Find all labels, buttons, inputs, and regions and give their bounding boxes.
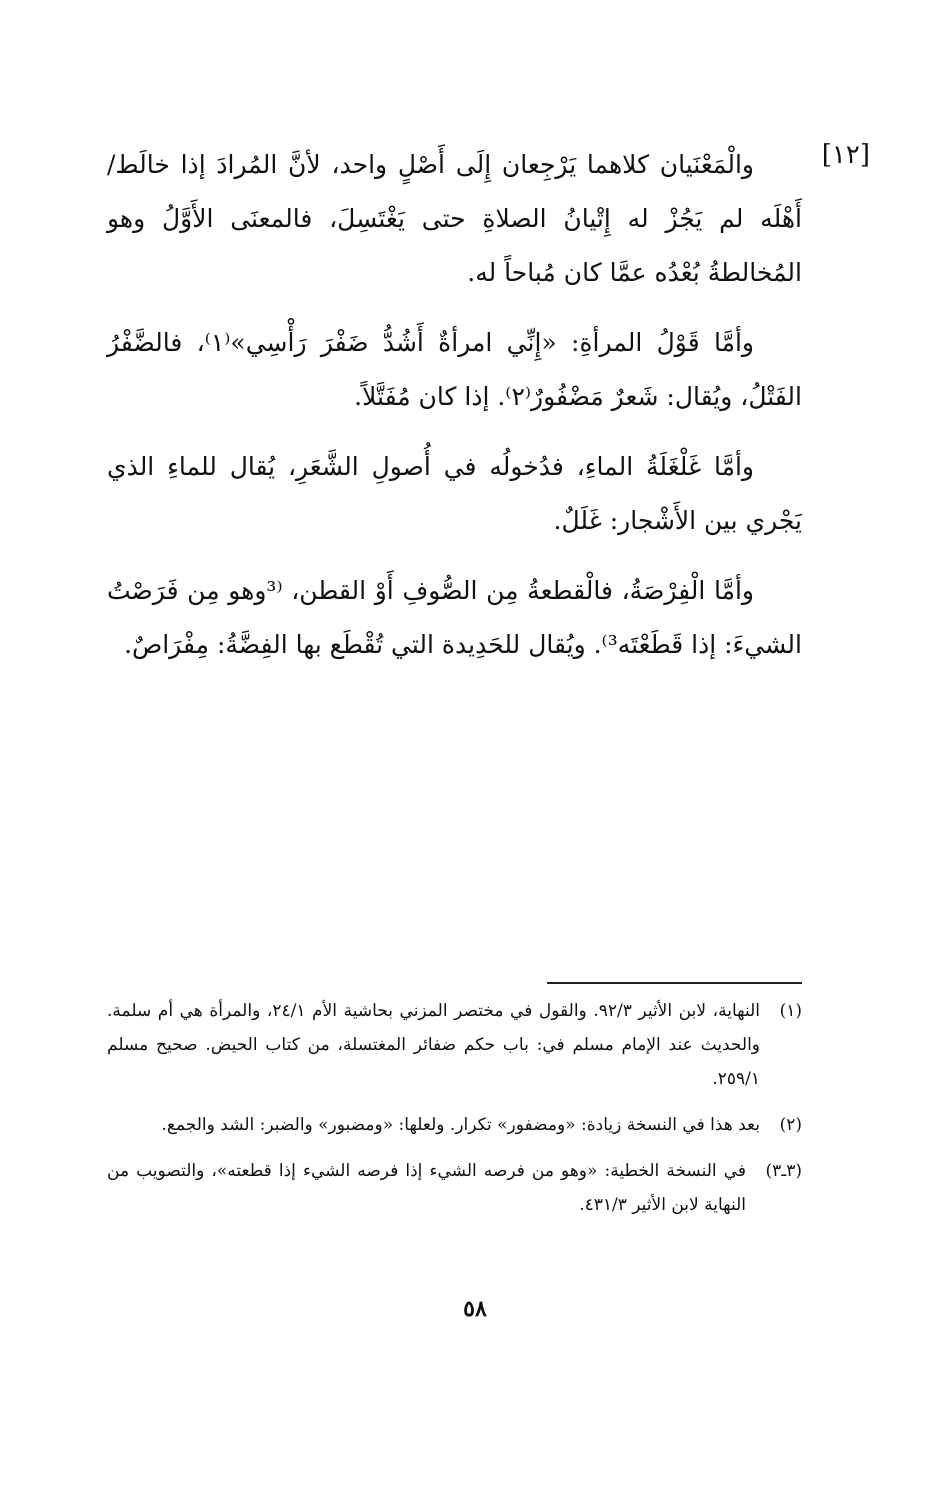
footnote [107,1154,802,1222]
page-number: ٥٨ [463,1296,487,1322]
footnote [107,994,802,1096]
footnote [107,1108,802,1142]
paragraph: وأمَّا غَلْغَلَةُ الماءِ، فدُخولُه في أُصولِ الشَّعَرِ، يُقال للماءِ الذي يَجْري بين الأَشْجار: غَلَلٌ. [107,452,802,535]
footnote-text: النهاية، لابن الأثير ٩٢/٣. والقول في مختصر المزني بحاشية الأم ٢٤/١، والمرأة هي أم سلمة. والحديث عند الإمام مسلم في: باب حكم ضفائر المغتسلة، من كتاب الحيض. صحيح مسلم ٢٥٩/١. [107,1001,760,1089]
section-marker: [١٢] [821,140,870,170]
paragraph: وأمَّا الْفِرْصَةُ، فالْقطعةُ مِن الصُّوفِ أَوْ القطن، ⁽³وهو مِن فَرَصْتُ الشيءَ: إذا قَطَعْتَه³⁾. ويُقال للحَدِيدة التي تُقْطَع بها الفِضَّةُ: مِفْرَاصٌ. [107,576,802,659]
main-text [107,138,802,688]
paragraph: وأمَّا قَوْلُ المرأةِ: «إِنِّي امرأةٌ أَشُدُّ ضَفْرَ رَأْسِي»⁽١⁾، فالضَّفْرُ الفَتْلُ، ويُقال: شَعرٌ مَضْفُورٌ⁽٢⁾. إذا كان مُفَتَّلاً. [107,328,802,411]
paragraph: والْمَعْنَيان كلاهما يَرْجِعان إِلَى أَصْلٍ واحد، لأنَّ المُرادَ إذا خالَط/ أَهْلَه لم يَجُزْ له إِتْيانُ الصلاةِ حتى يَغْتَسِلَ، فالمعنَى الأَوَّلُ وهو المُخالطةُ بُعْدُه عمَّا كان مُباحاً له. [107,150,802,287]
footnote-divider [547,982,802,984]
footnotes [107,994,802,1234]
footnote-number: (٣ـ٣) [765,1161,802,1181]
footnote-text: في النسخة الخطية: «وهو من فرصه الشيء إذا فرصه الشيء إذا قطعته»، والتصويب من النهاية لابن الأثير ٤٣١/٣. [107,1161,746,1215]
footnote-number: (٢) [779,1115,802,1135]
footnote-number: (١) [779,1001,802,1021]
footnote-text: بعد هذا في النسخة زيادة: «ومضفور» تكرار. ولعلها: «ومضبور» والضبر: الشد والجمع. [161,1115,760,1135]
